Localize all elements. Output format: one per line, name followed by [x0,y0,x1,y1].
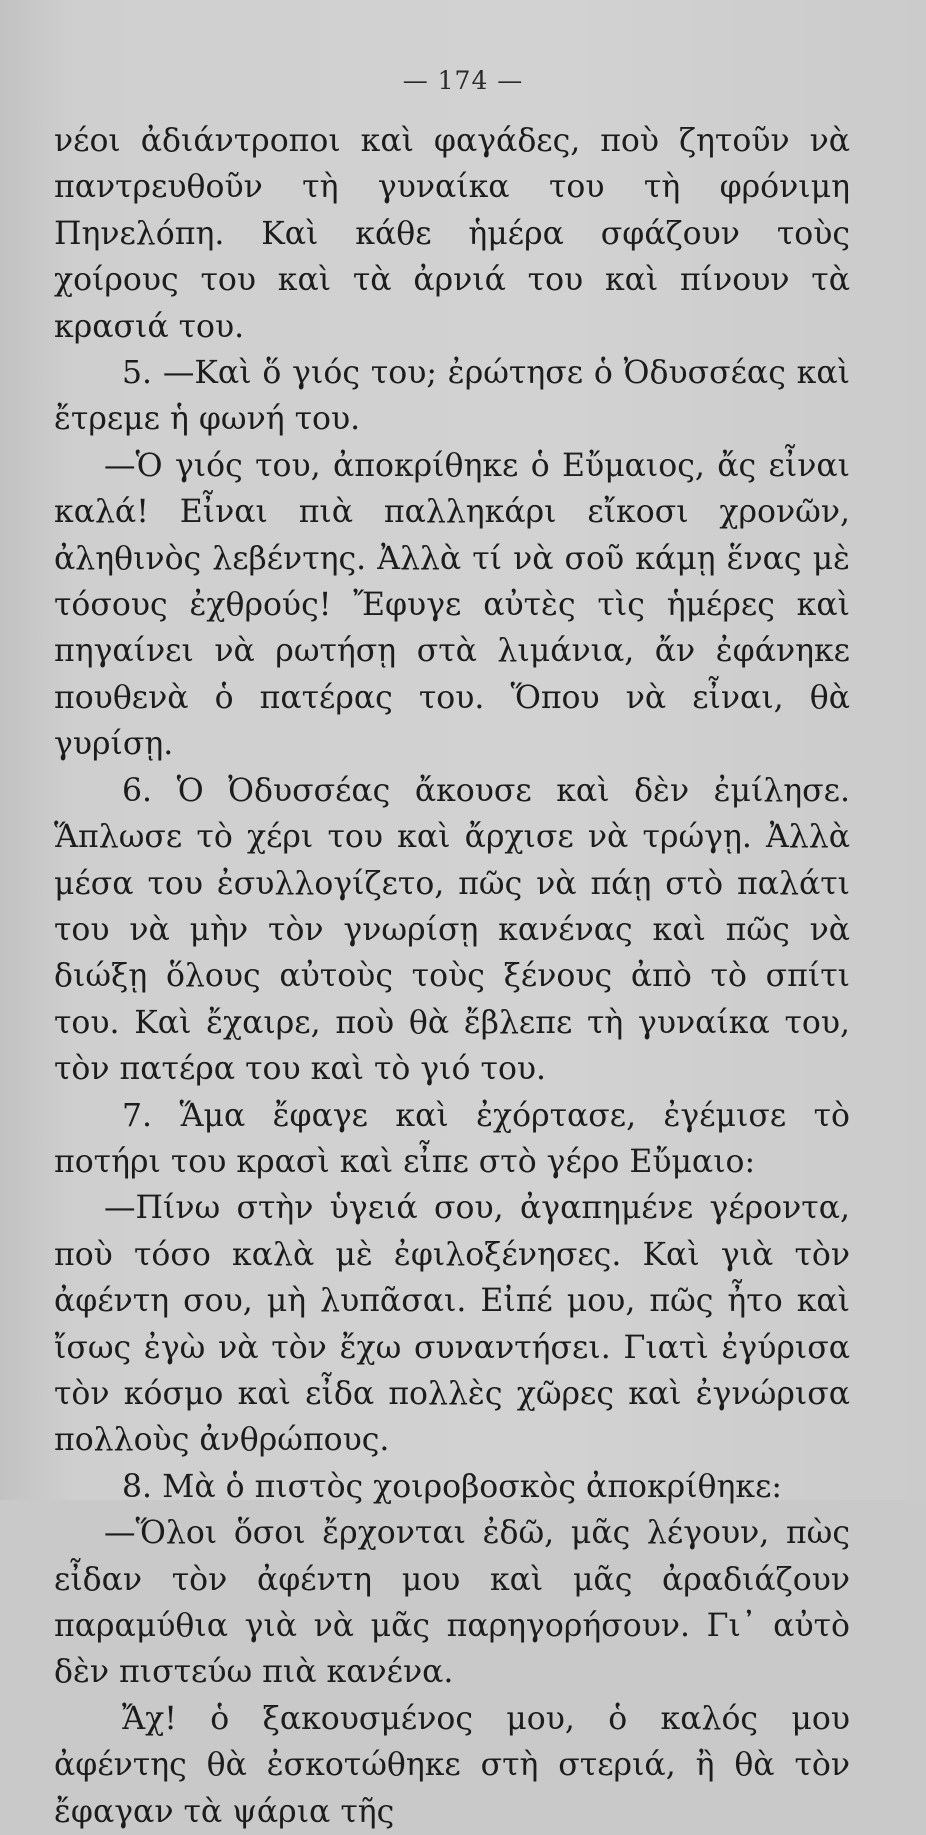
page-number: — 174 — [402,66,524,95]
paragraph-5: 5. —Καὶ ὅ γιός του; ἐρώτησε ὁ Ὀδυσσέας καὶ ἔτρεμε ἡ φωνή του. [54,355,850,438]
paragraph-6: 6. Ὁ Ὀδυσσέας ἄκουσε καὶ δὲν ἐμίλησε. Ἅπλωσε τὸ χέρι του καὶ ἄρχισε νὰ τρώγῃ. Ἀλλὰ μέσα του ἐσυλλογίζετο, πῶς νὰ πάῃ στὸ παλάτι του νὰ μὴν τὸν γνωρίσῃ κανένας καὶ πῶς νὰ διώξῃ ὅλους αὐτοὺς τοὺς ξένους ἀπὸ τὸ σπίτι του. Καὶ ἔχαιρε, ποὺ θὰ ἔβλεπε τὴ γυναίκα του, τὸν πατέρα του καὶ τὸ γιό του. [54,772,850,1088]
body-text [54,118,850,1835]
paragraph-lament: Ἄχ! ὁ ξακουσμένος μου, ὁ καλός μου ἀφέντης θὰ ἐσκοτώθηκε στὴ στεριά, ἢ θὰ τὸν ἔφαγαν τὰ ψάρια τῆς [54,1700,850,1830]
paragraph-eumaios-reply: —Ὁ γιός του, ἀποκρίθηκε ὁ Εὔμαιος, ἄς εἶναι καλά! Εἶναι πιὰ παλληκάρι εἴκοσι χρονῶν, ἀληθινὸς λεβέντης. Ἀλλὰ τί νὰ σοῦ κάμῃ ἕνας μὲ τόσους ἐχθρούς! Ἔφυγε αὐτὲς τὶς ἡμέρες καὶ πηγαίνει νὰ ρωτήσῃ στὰ λιμάνια, ἄν ἐφάνηκε πουθενὰ ὁ πατέρας του. Ὅπου νὰ εἶναι, θὰ γυρίσῃ. [54,447,850,763]
paragraph-swineherd-reply: —Ὅλοι ὅσοι ἔρχονται ἐδῶ, μᾶς λέγουν, πὼς εἶδαν τὸν ἀφέντη μου καὶ μᾶς ἀραδιάζουν παραμύθια γιὰ νὰ μᾶς παρηγορήσουν. Γι᾽ αὐτὸ δὲν πιστεύω πιὰ κανένα. [54,1515,850,1691]
paragraph-8: 8. Μὰ ὁ πιστὸς χοιροβοσκὸς ἀποκρίθηκε: [122,1468,783,1505]
paragraph-continuation: νέοι ἀδιάντροποι καὶ φαγάδες, ποὺ ζητοῦν νὰ παντρευθοῦν τὴ γυναίκα του τὴ φρόνιμη Πηνελόπη. Καὶ κάθε ἡμέρα σφάζουν τοὺς χοίρους του καὶ τὰ ἀρνιά του καὶ πίνουν τὰ κρασιά του. [54,123,850,345]
paragraph-7: 7. Ἅμα ἔφαγε καὶ ἐχόρτασε, ἐγέμισε τὸ ποτήρι του κρασὶ καὶ εἶπε στὸ γέρο Εὔμαιο: [54,1097,850,1180]
paragraph-odysseus-speech: —Πίνω στὴν ὑγειά σου, ἀγαπημένε γέροντα, ποὺ τόσο καλὰ μὲ ἐφιλοξένησες. Καὶ γιὰ τὸν ἀφέντη σου, μὴ λυπᾶσαι. Εἰπέ μου, πῶς ἦτο καὶ ἴσως ἐγὼ νὰ τὸν ἔχω συναντήσει. Γιατὶ ἐγύρισα τὸν κόσμο καὶ εἶδα πολλὲς χῶρες καὶ ἐγνώρισα πολλοὺς ἀνθρώπους. [54,1190,850,1459]
